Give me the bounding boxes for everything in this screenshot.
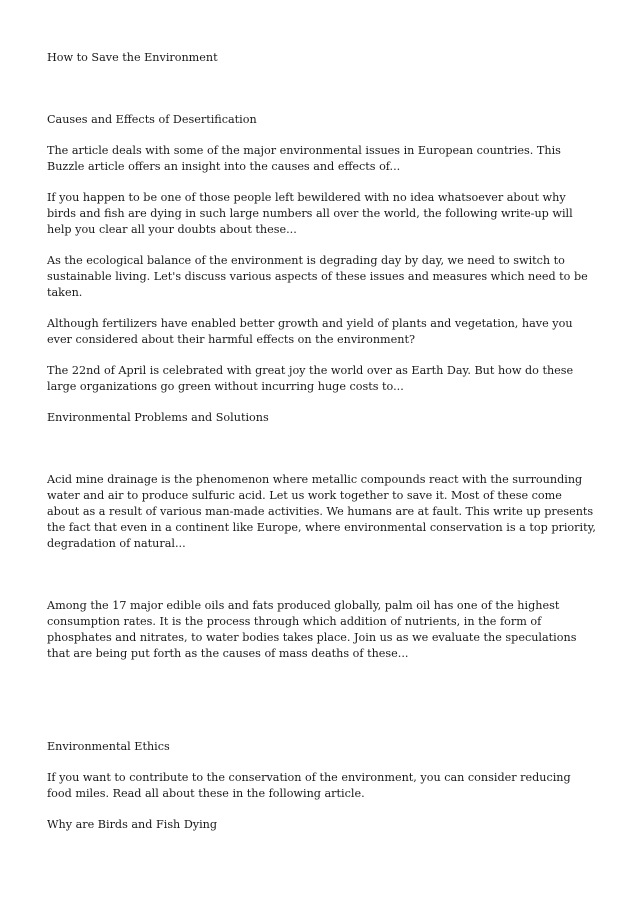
paragraph-birds-fish: If you happen to be one of those people left bewildered with no idea whatsoever about why birds and fish are dying in such large numbers all over the world, the following write-up will help you clear all your doubts about these... [47, 191, 573, 236]
document-title: How to Save the Environment [47, 51, 218, 64]
paragraph-fertilizers: Although fertilizers have enabled better growth and yield of plants and vegetation, have you ever considered about their harmful effects on the environment? [47, 317, 573, 346]
heading-desertification: Causes and Effects of Desertification [47, 113, 257, 126]
paragraph-earth-day: The 22nd of April is celebrated with great joy the world over as Earth Day. But how do these large organizations go green without incurring huge costs to... [47, 364, 574, 393]
paragraph-palm-oil: Among the 17 major edible oils and fats produced globally, palm oil has one of the highest consumption rates. It is the process through which addition of nutrients, in the form of phosphates and nitrates, to water bodies takes place. Join us as we evaluate the speculations that are being put forth as the causes of mass deaths of these... [47, 599, 577, 660]
heading-problems-solutions: Environmental Problems and Solutions [47, 411, 269, 424]
heading-environmental-ethics: Environmental Ethics [47, 740, 170, 753]
paragraph-food-miles: If you want to contribute to the conservation of the environment, you can consider reducing food miles. Read all about these in the following article. [47, 771, 571, 800]
paragraph-european-issues: The article deals with some of the major environmental issues in European countries. This Buzzle article offers an insight into the causes and effects of... [47, 144, 561, 173]
paragraph-sustainable-living: As the ecological balance of the environment is degrading day by day, we need to switch to sustainable living. Let's discuss various aspects of these issues and measures which need to be taken. [47, 254, 588, 299]
paragraph-acid-mine: Acid mine drainage is the phenomenon where metallic compounds react with the surrounding water and air to produce sulfuric acid. Let us work together to save it. Most of these come about as a result of various man-made activities. We humans are at fault. This write up presents the fact that even in a continent like Europe, where environmental conservation is a top priority, degradation of natural... [47, 473, 596, 550]
heading-birds-fish-dying: Why are Birds and Fish Dying [47, 818, 218, 831]
